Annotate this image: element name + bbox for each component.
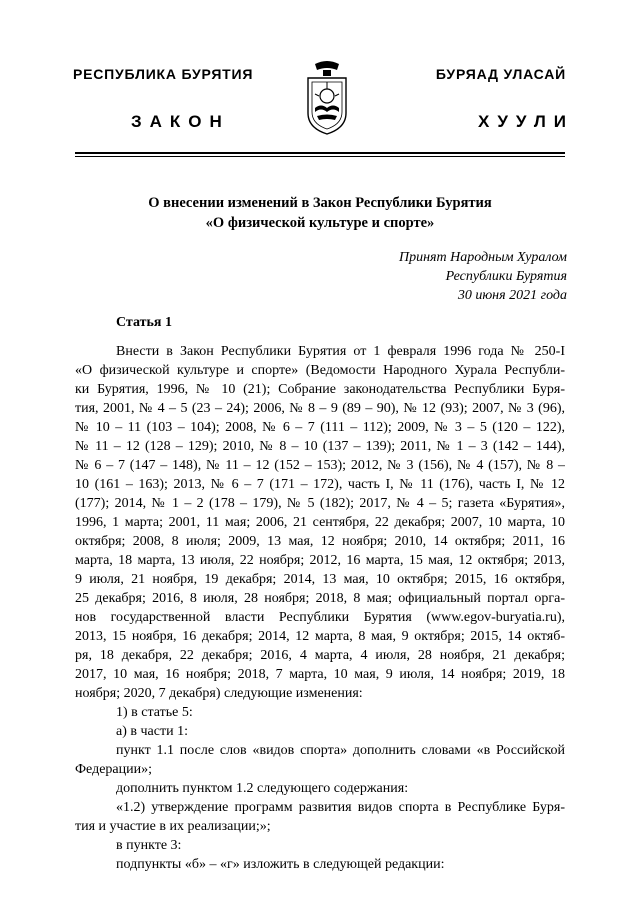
body-line: ки Бурятия, 1996, № 10 (21); Собрание законодательства Республики Буря- bbox=[75, 382, 565, 397]
body-line: «О физической культуре и спорте» (Ведомости Народного Хурала Республи- bbox=[75, 363, 565, 378]
body-line: ноября; 2020, 7 декабря) следующие изменения: bbox=[75, 686, 363, 701]
body-line: нов государственной власти Республики Бурятия (www.egov-buryatia.ru), bbox=[75, 610, 565, 625]
header-left-republic: РЕСПУБЛИКА БУРЯТИЯ bbox=[73, 66, 254, 82]
body-line: октября; 2008, 8 июля; 2009, 13 мая, 12 ноября; 2010, 14 октября; 2011, 16 bbox=[75, 534, 565, 549]
body-line: 9 июля, 21 ноября, 19 декабря; 2014, 13 мая, 10 октября; 2015, 16 октября, bbox=[75, 572, 565, 587]
body-line: марта, 18 марта, 13 июля, 22 ноября; 2012, 16 марта, 15 мая, 12 октября; 2013, bbox=[75, 553, 565, 568]
body-line: Внести в Закон Республики Бурятия от 1 февраля 1996 года № 250-I bbox=[116, 344, 565, 359]
body-line: дополнить пунктом 1.2 следующего содержания: bbox=[116, 781, 409, 796]
law-title-line: О внесении изменений в Закон Республики Бурятия bbox=[148, 195, 492, 211]
header-left-doc-type: ЗАКОН bbox=[131, 112, 230, 131]
header-right-doc-type: ХУУЛИ bbox=[478, 112, 574, 131]
body-line: 10 (161 – 163); 2013, № 6 – 7 (171 – 172), часть I, № 11 (176), часть I, № 12 bbox=[75, 477, 565, 492]
body-line: 25 декабря; 2016, 8 июля, 28 ноября; 2018, 8 мая; официальный портал орга- bbox=[75, 591, 565, 606]
header-right-republic: БУРЯАД УЛАСАЙ bbox=[435, 66, 566, 82]
body-line: ря, 18 декабря, 22 декабря; 2016, 4 марта, 4 июля, 28 ноября, 21 декабря; bbox=[75, 648, 565, 663]
body-line: № 6 – 7 (147 – 148), № 11 – 12 (152 – 153); 2012, № 3 (156), № 4 (157), № 8 – bbox=[75, 458, 565, 473]
body-line: «1.2) утверждение программ развития видов спорта в Республике Буря- bbox=[116, 800, 565, 815]
adoption-date: 30 июня 2021 года bbox=[457, 288, 567, 303]
list-item: а) в части 1: bbox=[116, 724, 188, 739]
article-body bbox=[75, 342, 565, 874]
adoption-note: Принят Народным Хуралом bbox=[398, 250, 567, 265]
list-item: 1) в статье 5: bbox=[116, 705, 193, 720]
body-line: № 10 – 11 (103 – 104); 2008, № 6 – 7 (111 – 112); 2009, № 3 – 5 (120 – 122), bbox=[75, 420, 565, 435]
adoption-note: Республики Бурятия bbox=[445, 269, 567, 284]
body-line: (177); 2014, № 1 – 2 (178 – 179), № 5 (182); 2017, № 4 – 5; газета «Бурятия», bbox=[75, 496, 565, 511]
body-line: в пункте 3: bbox=[116, 838, 182, 853]
body-line: 2013, 15 ноября, 16 декабря; 2014, 12 марта, 8 мая, 9 октября; 2015, 14 октяб- bbox=[75, 629, 565, 644]
body-line: 2017, 10 мая, 16 ноября; 2018, 7 марта, 10 мая, 9 июля, 14 ноября; 2019, 18 bbox=[75, 667, 565, 682]
body-line: подпункты «б» – «г» изложить в следующей редакции: bbox=[116, 857, 445, 872]
body-line: тия и участие в их реализации;»; bbox=[75, 819, 271, 834]
law-title-line: «О физической культуре и спорте» bbox=[205, 215, 435, 231]
body-line: пункт 1.1 после слов «видов спорта» дополнить словами «в Российской bbox=[116, 743, 565, 758]
coat-of-arms-icon bbox=[305, 58, 349, 136]
body-line: Федерации»; bbox=[75, 762, 153, 777]
body-line: № 11 – 12 (128 – 129); 2010, № 8 – 10 (137 – 139); 2011, № 1 – 3 (142 – 144), bbox=[75, 439, 565, 454]
header-rule-thin bbox=[75, 156, 565, 157]
article-heading: Статья 1 bbox=[116, 315, 172, 330]
body-line: тия, 2001, № 4 – 5 (23 – 24); 2006, № 8 – 9 (89 – 90), № 12 (93); 2007, № 3 (96), bbox=[75, 401, 565, 416]
body-line: 1996, 1 марта; 2001, 11 мая; 2006, 21 сентября, 22 декабря; 2007, 10 марта, 10 bbox=[75, 515, 565, 530]
header-rule bbox=[75, 152, 565, 154]
